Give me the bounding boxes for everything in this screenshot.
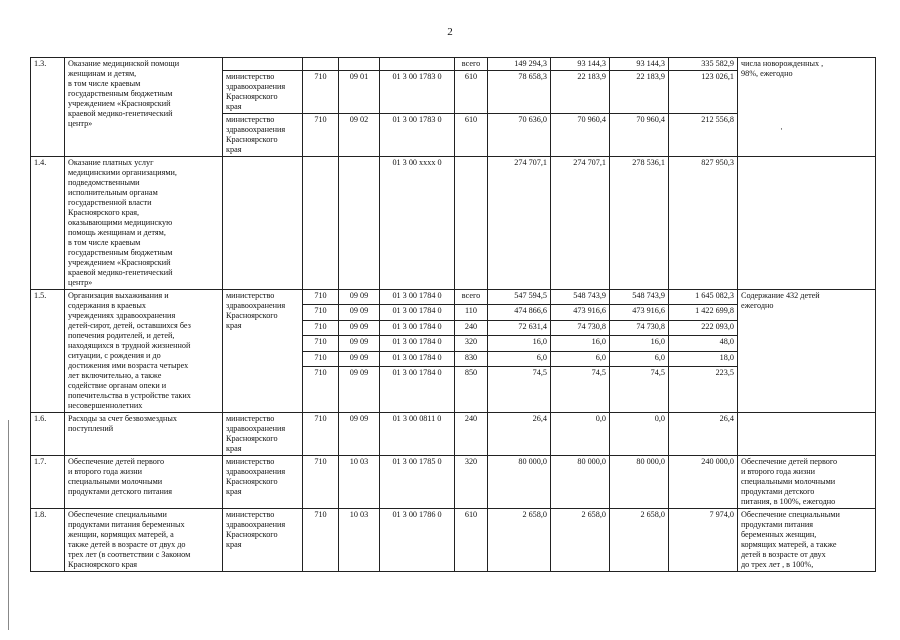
stray-mark: ·: [780, 124, 783, 134]
year3-cell: 80 000,0: [610, 456, 669, 509]
vr-cell: 240: [455, 413, 488, 456]
rzpr-cell: 10 03: [339, 456, 380, 509]
year1-cell: 80 000,0: [488, 456, 551, 509]
kvsr-cell: 710: [303, 367, 339, 413]
rzpr-cell: 09 09: [339, 336, 380, 351]
vr-cell: 610: [455, 509, 488, 572]
kvsr-cell: 710: [303, 305, 339, 320]
total-cell: 26,4: [669, 413, 738, 456]
gov-cell: [223, 58, 303, 71]
csr-cell: 01 3 00 1783 0: [380, 71, 455, 114]
year1-cell: 74,5: [488, 367, 551, 413]
measure-name: Организация выхаживания и содержания в краевых учреждениях здравоохранения детей-сирот, детей, оставшихся без попечения родителей, и детей, находящихся в трудной жизненной ситуации, с рождения и до достижения ими возраста четырех лет включительно, а также содействие органам опеки и попечительства в устройстве таких несовершеннолетних: [65, 290, 223, 413]
total-cell: 212 556,8: [669, 114, 738, 157]
result-cell: Содержание 432 детей ежегодно: [738, 290, 876, 413]
row-number: 1.5.: [31, 290, 65, 413]
total-cell: 335 582,9: [669, 58, 738, 71]
total-cell: 48,0: [669, 336, 738, 351]
vr-cell: 610: [455, 71, 488, 114]
total-cell: 1 422 699,8: [669, 305, 738, 320]
year1-cell: 274 707,1: [488, 157, 551, 290]
row-number: 1.3.: [31, 58, 65, 157]
measure-name: Оказание платных услуг медицинскими организациями, подведомственными исполнительным органам государственной власти Красноярского края, оказывающими медицинскую помощь женщинам и детям, в том числе краевым государственным бюджетным учреждением «Красноярский краевой медико-генетический центр»: [65, 157, 223, 290]
kvsr-cell: [303, 157, 339, 290]
measure-name: Обеспечение специальными продуктами питания беременных женщин, кормящих матерей, а также детей в возрасте от двух до трех лет (в соответствии с Законом Красноярского края: [65, 509, 223, 572]
csr-cell: 01 3 00 1784 0: [380, 305, 455, 320]
year1-cell: 26,4: [488, 413, 551, 456]
page-number: 2: [447, 26, 453, 38]
year1-cell: 78 658,3: [488, 71, 551, 114]
total-cell: 7 974,0: [669, 509, 738, 572]
year3-cell: 70 960,4: [610, 114, 669, 157]
total-cell: 18,0: [669, 351, 738, 366]
gov-cell: министерство здравоохранения Красноярского края: [223, 290, 303, 413]
table-row: [31, 413, 876, 456]
year3-cell: 74 730,8: [610, 320, 669, 335]
csr-cell: 01 3 00 0811 0: [380, 413, 455, 456]
year2-cell: 74,5: [551, 367, 610, 413]
csr-cell: 01 3 00 1784 0: [380, 320, 455, 335]
table-row: [31, 456, 876, 509]
gov-cell: министерство здравоохранения Красноярского края: [223, 509, 303, 572]
year1-cell: 72 631,4: [488, 320, 551, 335]
csr-cell: [380, 58, 455, 71]
total-cell: 123 026,1: [669, 71, 738, 114]
csr-cell: 01 3 00 1785 0: [380, 456, 455, 509]
year3-cell: 278 536,1: [610, 157, 669, 290]
year1-cell: 547 594,5: [488, 290, 551, 305]
year2-cell: 0,0: [551, 413, 610, 456]
rzpr-cell: [339, 58, 380, 71]
vr-cell: всего: [455, 58, 488, 71]
kvsr-cell: 710: [303, 413, 339, 456]
year2-cell: 74 730,8: [551, 320, 610, 335]
margin-line: [8, 420, 9, 630]
year2-cell: 93 144,3: [551, 58, 610, 71]
program-table: [30, 57, 876, 572]
kvsr-cell: 710: [303, 351, 339, 366]
total-cell: 240 000,0: [669, 456, 738, 509]
year2-cell: 473 916,6: [551, 305, 610, 320]
vr-cell: 110: [455, 305, 488, 320]
year1-cell: 6,0: [488, 351, 551, 366]
year2-cell: 6,0: [551, 351, 610, 366]
gov-cell: министерство здравоохранения Красноярского края: [223, 114, 303, 157]
year2-cell: 22 183,9: [551, 71, 610, 114]
rzpr-cell: 09 09: [339, 290, 380, 305]
gov-cell: [223, 157, 303, 290]
csr-cell: 01 3 00 1784 0: [380, 351, 455, 366]
row-number: 1.6.: [31, 413, 65, 456]
year3-cell: 6,0: [610, 351, 669, 366]
csr-cell: 01 3 00 1784 0: [380, 290, 455, 305]
year3-cell: 2 658,0: [610, 509, 669, 572]
vr-cell: 850: [455, 367, 488, 413]
rzpr-cell: 09 09: [339, 367, 380, 413]
kvsr-cell: 710: [303, 509, 339, 572]
year2-cell: 2 658,0: [551, 509, 610, 572]
result-cell: [738, 413, 876, 456]
total-cell: 827 950,3: [669, 157, 738, 290]
kvsr-cell: 710: [303, 320, 339, 335]
table-row: [31, 58, 876, 71]
kvsr-cell: 710: [303, 71, 339, 114]
csr-cell: 01 3 00 1784 0: [380, 367, 455, 413]
vr-cell: 320: [455, 456, 488, 509]
table-row: [31, 157, 876, 290]
row-number: 1.4.: [31, 157, 65, 290]
year3-cell: 22 183,9: [610, 71, 669, 114]
table-row: [31, 290, 876, 305]
rzpr-cell: 09 09: [339, 351, 380, 366]
year2-cell: 548 743,9: [551, 290, 610, 305]
rzpr-cell: 09 02: [339, 114, 380, 157]
gov-cell: министерство здравоохранения Красноярского края: [223, 413, 303, 456]
kvsr-cell: 710: [303, 114, 339, 157]
year1-cell: 16,0: [488, 336, 551, 351]
gov-cell: министерство здравоохранения Красноярского края: [223, 71, 303, 114]
row-number: 1.7.: [31, 456, 65, 509]
year2-cell: 274 707,1: [551, 157, 610, 290]
vr-cell: 610: [455, 114, 488, 157]
year3-cell: 93 144,3: [610, 58, 669, 71]
kvsr-cell: 710: [303, 456, 339, 509]
year2-cell: 80 000,0: [551, 456, 610, 509]
csr-cell: 01 3 00 1783 0: [380, 114, 455, 157]
kvsr-cell: [303, 58, 339, 71]
year3-cell: 0,0: [610, 413, 669, 456]
year2-cell: 16,0: [551, 336, 610, 351]
rzpr-cell: 09 09: [339, 413, 380, 456]
vr-cell: 320: [455, 336, 488, 351]
result-cell: числа новорожденных , 98%, ежегодно: [738, 58, 876, 157]
result-cell: [738, 157, 876, 290]
vr-cell: 240: [455, 320, 488, 335]
row-number: 1.8.: [31, 509, 65, 572]
vr-cell: 830: [455, 351, 488, 366]
measure-name: Оказание медицинской помощи женщинам и детям, в том числе краевым государственным бюджетным учреждением «Красноярский краевой медико-генетический центр»: [65, 58, 223, 157]
total-cell: 1 645 082,3: [669, 290, 738, 305]
measure-name: Расходы за счет безвозмездных поступлений: [65, 413, 223, 456]
csr-cell: 01 3 00 1784 0: [380, 336, 455, 351]
year3-cell: 74,5: [610, 367, 669, 413]
result-cell: Обеспечение специальными продуктами питания беременных женщин, кормящих матерей, а также детей в возрасте от двух до трех лет , в 100%,: [738, 509, 876, 572]
rzpr-cell: 09 09: [339, 305, 380, 320]
year3-cell: 16,0: [610, 336, 669, 351]
rzpr-cell: 09 01: [339, 71, 380, 114]
year1-cell: 2 658,0: [488, 509, 551, 572]
rzpr-cell: 10 03: [339, 509, 380, 572]
measure-name: Обеспечение детей первого и второго года жизни специальными молочными продуктами детского питания: [65, 456, 223, 509]
year1-cell: 70 636,0: [488, 114, 551, 157]
year2-cell: 70 960,4: [551, 114, 610, 157]
year1-cell: 149 294,3: [488, 58, 551, 71]
rzpr-cell: [339, 157, 380, 290]
year1-cell: 474 866,6: [488, 305, 551, 320]
total-cell: 223,5: [669, 367, 738, 413]
year3-cell: 473 916,6: [610, 305, 669, 320]
year3-cell: 548 743,9: [610, 290, 669, 305]
gov-cell: министерство здравоохранения Красноярского края: [223, 456, 303, 509]
total-cell: 222 093,0: [669, 320, 738, 335]
rzpr-cell: 09 09: [339, 320, 380, 335]
csr-cell: 01 3 00 xxxx 0: [380, 157, 455, 290]
vr-cell: [455, 157, 488, 290]
kvsr-cell: 710: [303, 290, 339, 305]
kvsr-cell: 710: [303, 336, 339, 351]
csr-cell: 01 3 00 1786 0: [380, 509, 455, 572]
vr-cell: всего: [455, 290, 488, 305]
table-row: [31, 509, 876, 572]
result-cell: Обеспечение детей первого и второго года жизни специальными молочными продуктами детского питания, в 100%, ежегодно: [738, 456, 876, 509]
